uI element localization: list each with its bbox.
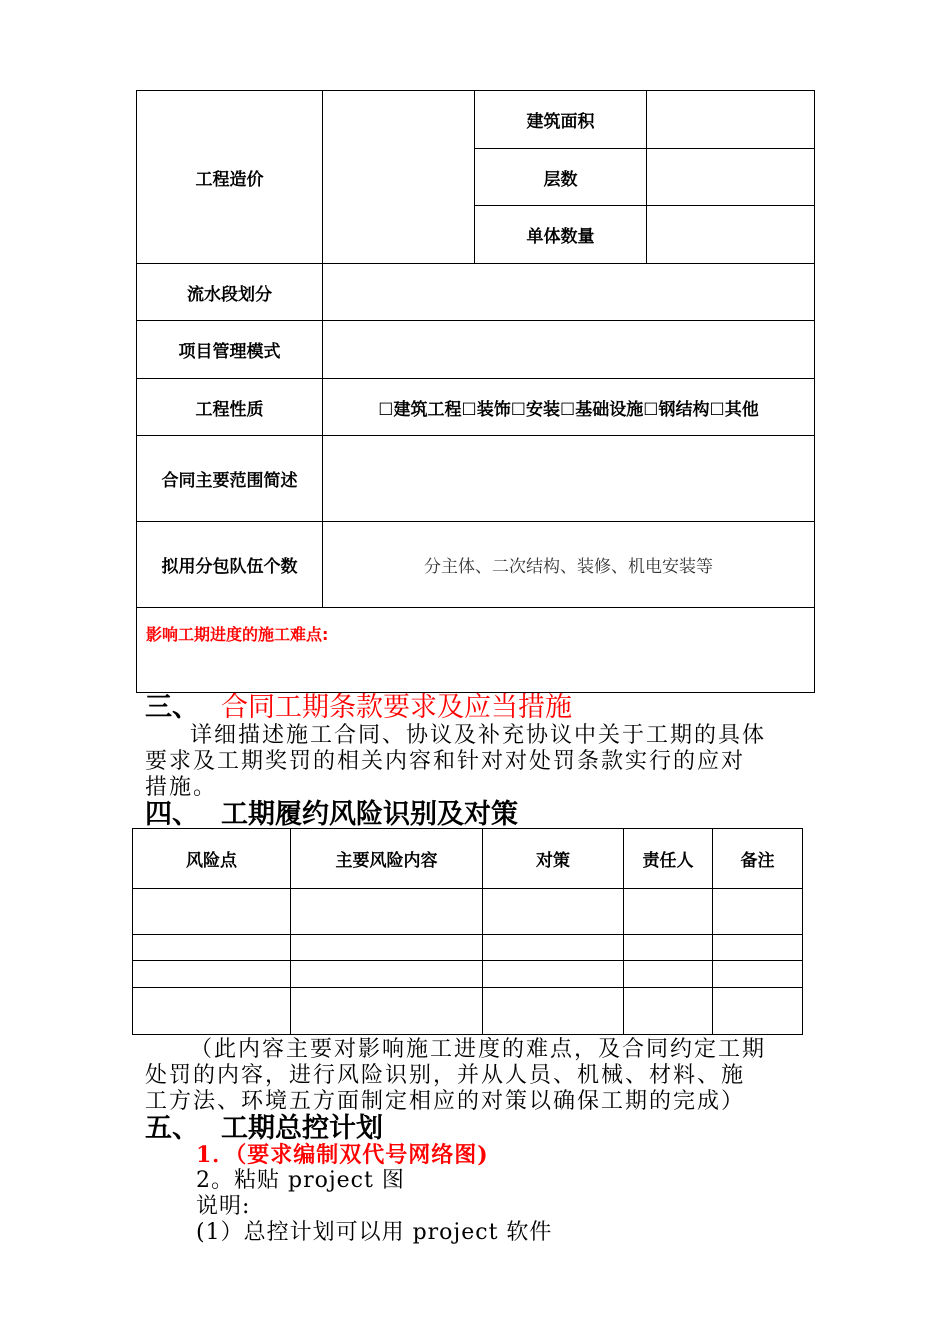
table-cell[interactable] bbox=[713, 988, 803, 1035]
section5-title: 工期总控计划 bbox=[221, 1113, 383, 1144]
section4-note-line3: 工方法、环境五方面制定相应的对策以确保工期的完成） bbox=[145, 1089, 746, 1114]
table-cell[interactable] bbox=[483, 935, 624, 961]
scope-value-cell[interactable] bbox=[323, 436, 815, 522]
section5-heading bbox=[145, 1113, 383, 1145]
table-cell[interactable] bbox=[713, 935, 803, 961]
section3-number: 三、 bbox=[145, 692, 199, 723]
cost-label: 工程造价 bbox=[137, 91, 323, 264]
table-row bbox=[133, 935, 803, 961]
section5-item2: 2。粘贴 project 图 bbox=[196, 1168, 405, 1193]
table-cell[interactable] bbox=[133, 961, 291, 988]
table-row bbox=[133, 961, 803, 988]
table-cell[interactable] bbox=[133, 935, 291, 961]
cost-value-cell[interactable] bbox=[323, 91, 475, 264]
section4-title: 工期履约风险识别及对策 bbox=[221, 799, 518, 830]
section3-title: 合同工期条款要求及应当措施 bbox=[221, 692, 572, 723]
table-cell[interactable] bbox=[133, 889, 291, 935]
table-cell[interactable] bbox=[483, 961, 624, 988]
mgmt-label: 项目管理模式 bbox=[137, 321, 323, 379]
section-value-cell[interactable] bbox=[323, 264, 815, 321]
section5-note1: (1）总控计划可以用 project 软件 bbox=[196, 1220, 553, 1245]
table-row bbox=[133, 889, 803, 935]
section4-heading bbox=[145, 799, 518, 831]
subcontract-value[interactable]: 分主体、二次结构、装修、机电安装等 bbox=[323, 522, 815, 608]
risk-header-remark: 备注 bbox=[713, 829, 803, 889]
section3-text-line3: 措施。 bbox=[145, 775, 218, 800]
section5-note-label: 说明: bbox=[196, 1194, 251, 1219]
section3-text-line2: 要求及工期奖罚的相关内容和针对对处罚条款实行的应对 bbox=[145, 749, 746, 774]
table-cell[interactable] bbox=[291, 988, 483, 1035]
floors-label: 层数 bbox=[475, 149, 647, 206]
units-label: 单体数量 bbox=[475, 206, 647, 264]
subcontract-label: 拟用分包队伍个数 bbox=[137, 522, 323, 608]
risk-header-measure: 对策 bbox=[483, 829, 624, 889]
risk-header-owner: 责任人 bbox=[624, 829, 713, 889]
table-cell[interactable] bbox=[624, 889, 713, 935]
section4-note-line2: 处罚的内容，进行风险识别，并从人员、机械、材料、施 bbox=[145, 1063, 746, 1088]
table-cell[interactable] bbox=[624, 988, 713, 1035]
table-cell[interactable] bbox=[291, 889, 483, 935]
section5-number: 五、 bbox=[145, 1113, 199, 1144]
risk-header-point: 风险点 bbox=[133, 829, 291, 889]
area-value-cell[interactable] bbox=[647, 91, 815, 149]
project-info-table bbox=[136, 90, 815, 693]
table-cell[interactable] bbox=[624, 961, 713, 988]
table-cell[interactable] bbox=[624, 935, 713, 961]
table-cell[interactable] bbox=[713, 889, 803, 935]
risk-header-content: 主要风险内容 bbox=[291, 829, 483, 889]
table-row bbox=[133, 988, 803, 1035]
area-label: 建筑面积 bbox=[475, 91, 647, 149]
risk-table bbox=[132, 828, 803, 1035]
table-cell[interactable] bbox=[713, 961, 803, 988]
table-cell[interactable] bbox=[483, 889, 624, 935]
section3-text-line1: 详细描述施工合同、协议及补充协议中关于工期的具体 bbox=[190, 723, 767, 748]
floors-value-cell[interactable] bbox=[647, 149, 815, 206]
table-cell[interactable] bbox=[291, 935, 483, 961]
section5-item1: 1．（要求编制双代号网络图) bbox=[196, 1142, 489, 1168]
table-cell[interactable] bbox=[133, 988, 291, 1035]
mgmt-value-cell[interactable] bbox=[323, 321, 815, 379]
section4-number: 四、 bbox=[145, 799, 199, 830]
section4-note-line1: （此内容主要对影响施工进度的难点，及合同约定工期 bbox=[190, 1037, 767, 1062]
nature-options[interactable]: ☐建筑工程☐装饰☐安装☐基础设施☐钢结构☐其他 bbox=[323, 379, 815, 436]
section3-heading bbox=[145, 692, 572, 724]
nature-label: 工程性质 bbox=[137, 379, 323, 436]
section-label: 流水段划分 bbox=[137, 264, 323, 321]
scope-label: 合同主要范围简述 bbox=[137, 436, 323, 522]
units-value-cell[interactable] bbox=[647, 206, 815, 264]
table-cell[interactable] bbox=[291, 961, 483, 988]
difficulty-label: 影响工期进度的施工难点: bbox=[137, 608, 815, 693]
table-cell[interactable] bbox=[483, 988, 624, 1035]
